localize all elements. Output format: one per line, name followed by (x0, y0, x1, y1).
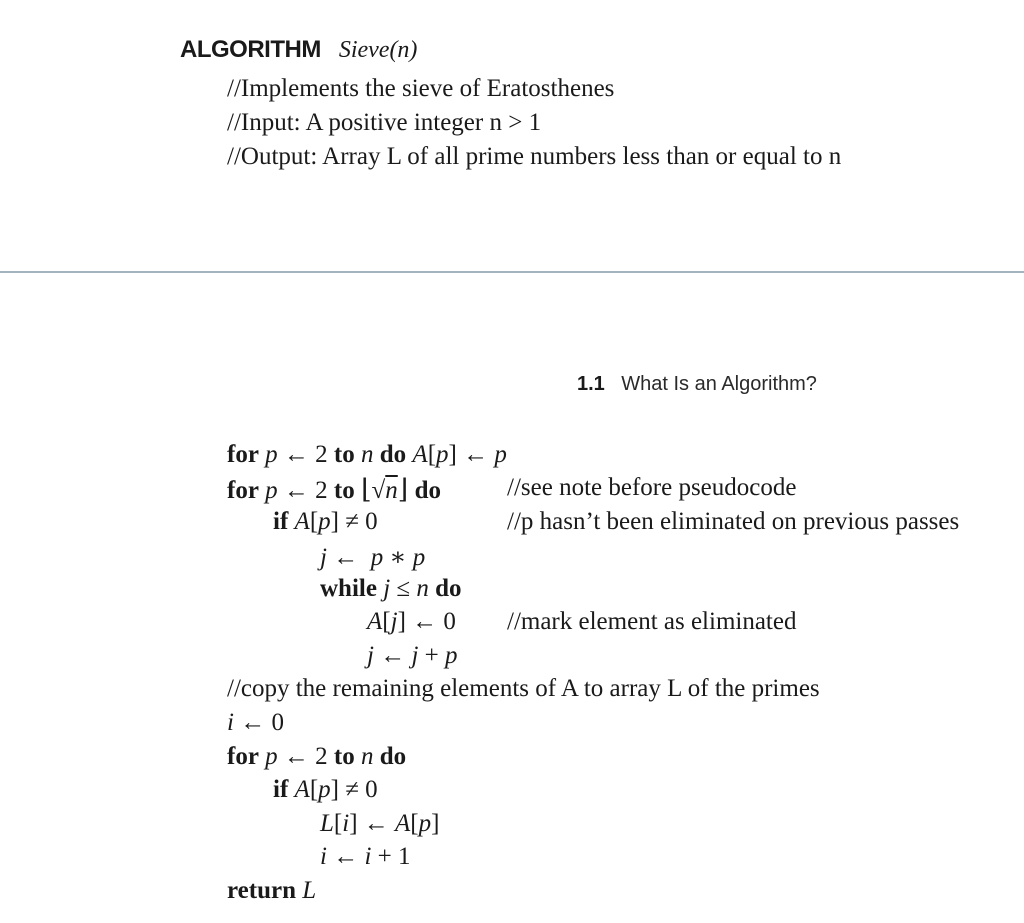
code-line-6: A[j] ← 0 (367, 608, 456, 635)
code-line-2: for p ← 2 to ⌊√n⌋ do (227, 474, 441, 504)
code-line-7: j ← j + p (367, 642, 458, 669)
header-comment-1: //Implements the sieve of Eratosthenes (227, 75, 615, 102)
code-line-9: i ← 0 (227, 709, 284, 736)
header-comment-3: //Output: Array L of all prime numbers less than or equal to n (227, 143, 842, 170)
comment-copy-remaining: //copy the remaining elements of A to array L of the primes (227, 675, 820, 702)
header-comment-2: //Input: A positive integer n > 1 (227, 109, 542, 136)
code-line-5: while j ≤ n do (320, 575, 462, 602)
algorithm-header (180, 36, 417, 64)
comment-see-note: //see note before pseudocode (507, 474, 797, 501)
code-line-12: L[i] ← A[p] (320, 810, 440, 837)
comment-not-eliminated: //p hasn’t been eliminated on previous passes (507, 508, 960, 535)
code-line-13: i ← i + 1 (320, 843, 411, 870)
code-line-1: for p ← 2 to n do A[p] ← p (227, 441, 507, 468)
code-line-14: return L (227, 877, 317, 904)
section-title: What Is an Algorithm? (621, 373, 817, 395)
code-line-11: if A[p] ≠ 0 (273, 776, 378, 803)
comment-mark-eliminated: //mark element as eliminated (507, 608, 797, 635)
code-line-4: j ← p ∗ p (320, 544, 426, 571)
section-heading (577, 373, 817, 396)
page-divider (0, 271, 1024, 273)
algorithm-keyword: ALGORITHM (180, 36, 321, 63)
section-number: 1.1 (577, 373, 605, 395)
algorithm-name: Sieve(n) (338, 37, 418, 63)
code-line-3: if A[p] ≠ 0 (273, 508, 378, 535)
code-line-10: for p ← 2 to n do (227, 743, 407, 770)
